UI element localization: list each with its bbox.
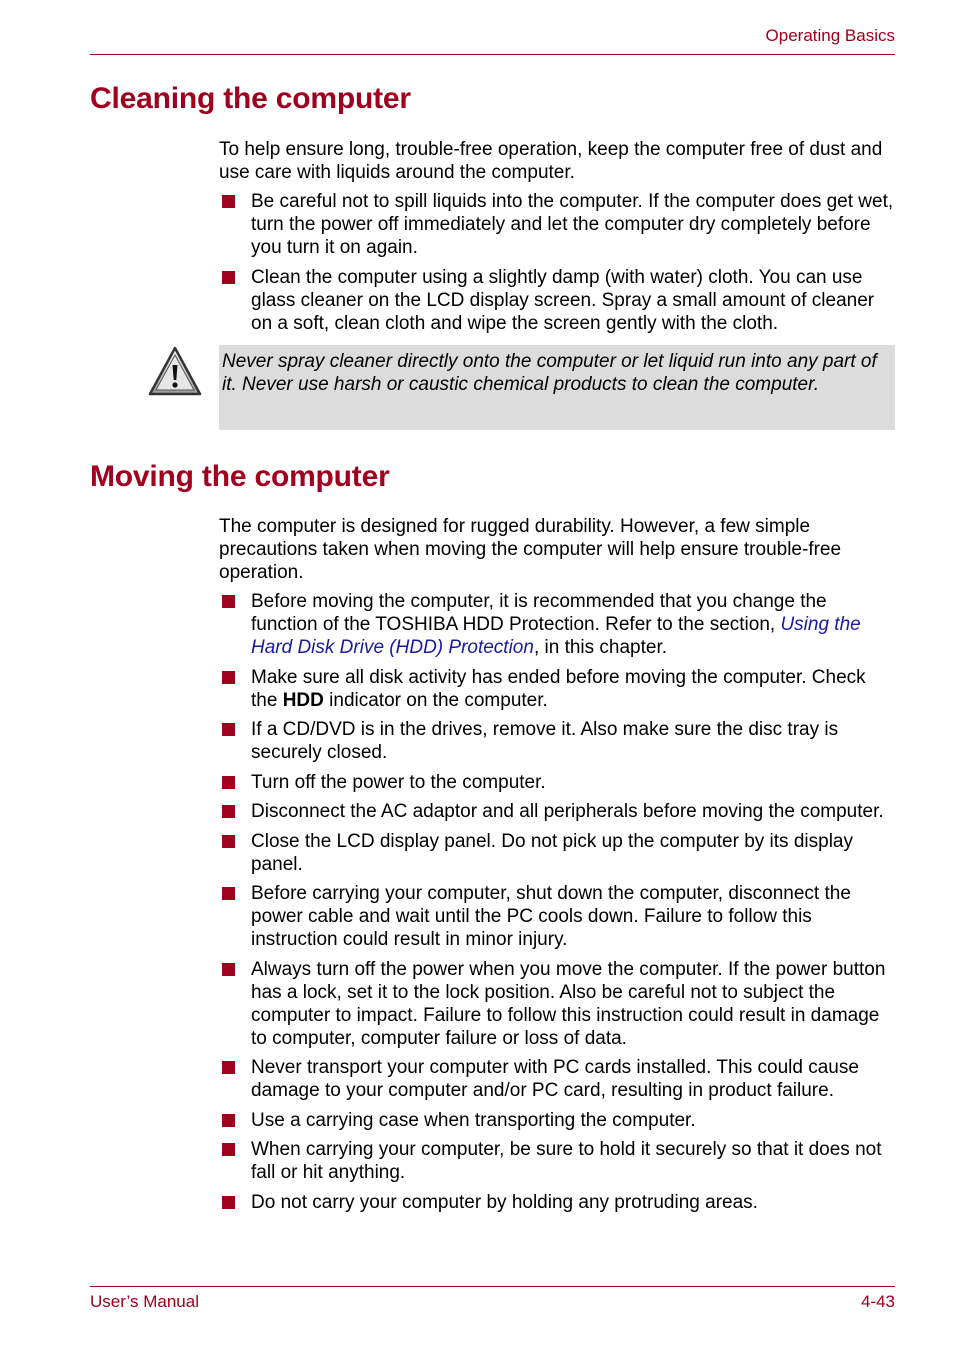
hdd-protection-link[interactable]: Using the Hard Disk Drive (HDD) Protection [251, 614, 861, 658]
bullet-square-icon [222, 805, 235, 818]
list-item: Before moving the computer, it is recommended that you change the function of the TOSHIBA HDD Protection. Refer to the section, Using the Hard Disk Drive (HDD) Protection, in this chapter. [219, 590, 895, 659]
list-item: Close the LCD display panel. Do not pick up the computer by its display panel. [219, 830, 895, 876]
list-item: If a CD/DVD is in the drives, remove it. Also make sure the disc tray is securely closed. [219, 718, 895, 764]
bullet-square-icon [222, 887, 235, 900]
list-item: Use a carrying case when transporting the computer. [219, 1109, 895, 1132]
bullet-square-icon [222, 963, 235, 976]
list-item: Make sure all disk activity has ended before moving the computer. Check the HDD indicator on the computer. [219, 666, 895, 712]
warning-icon [148, 346, 202, 398]
bullet-square-icon [222, 1061, 235, 1074]
list-item: Disconnect the AC adaptor and all peripherals before moving the computer. [219, 800, 895, 823]
moving-bullet-list [219, 590, 895, 1220]
caution-note-box [219, 345, 895, 430]
bullet-square-icon [222, 1143, 235, 1156]
hdd-indicator-label: HDD [282, 689, 324, 711]
section-title-cleaning: Cleaning the computer [90, 82, 411, 115]
footer-manual-title: User’s Manual [90, 1292, 199, 1311]
moving-intro: The computer is designed for rugged durability. However, a few simple precautions taken when moving the computer will help ensure trouble-free operation. [219, 516, 842, 583]
list-item: Clean the computer using a slightly damp (with water) cloth. You can use glass cleaner on the LCD display screen. Spray a small amount of cleaner on a soft, clean cloth and wipe the screen gently with the cloth. [219, 266, 895, 335]
bullet-square-icon [222, 671, 235, 684]
caution-note-text: Never spray cleaner directly onto the computer or let liquid run into any part of it. Never use harsh or caustic chemical products to clean the computer. [222, 351, 877, 395]
bullet-square-icon [222, 195, 235, 208]
list-item: Turn off the power to the computer. [219, 771, 895, 794]
cleaning-bullet-list [219, 190, 895, 341]
bullet-square-icon [222, 835, 235, 848]
cleaning-intro: To help ensure long, trouble-free operation, keep the computer free of dust and use care with liquids around the computer. [219, 139, 883, 183]
list-item: Do not carry your computer by holding any protruding areas. [219, 1191, 895, 1214]
section-title-moving: Moving the computer [90, 460, 390, 493]
list-item: When carrying your computer, be sure to hold it securely so that it does not fall or hit anything. [219, 1138, 895, 1184]
list-item: Always turn off the power when you move the computer. If the power button has a lock, set it to the lock position. Also be careful not to subject the computer to impact. Failure to follow this instruction could result in damage to computer, computer failure or loss of data. [219, 958, 895, 1050]
bullet-square-icon [222, 776, 235, 789]
header-section-title: Operating Basics [765, 26, 895, 45]
bullet-square-icon [222, 1196, 235, 1209]
bullet-square-icon [222, 271, 235, 284]
bullet-square-icon [222, 595, 235, 608]
header-rule [90, 54, 895, 55]
list-item: Be careful not to spill liquids into the computer. If the computer does get wet, turn the power off immediately and let the computer dry completely before you turn it on again. [219, 190, 895, 259]
bullet-square-icon [222, 1114, 235, 1127]
page-number: 4-43 [860, 1292, 895, 1311]
footer-rule [90, 1286, 895, 1287]
bullet-square-icon [222, 723, 235, 736]
list-item: Before carrying your computer, shut down the computer, disconnect the power cable and wait until the PC cools down. Failure to follow this instruction could result in minor injury. [219, 882, 895, 951]
list-item: Never transport your computer with PC cards installed. This could cause damage to your computer and/or PC card, resulting in product failure. [219, 1056, 895, 1102]
